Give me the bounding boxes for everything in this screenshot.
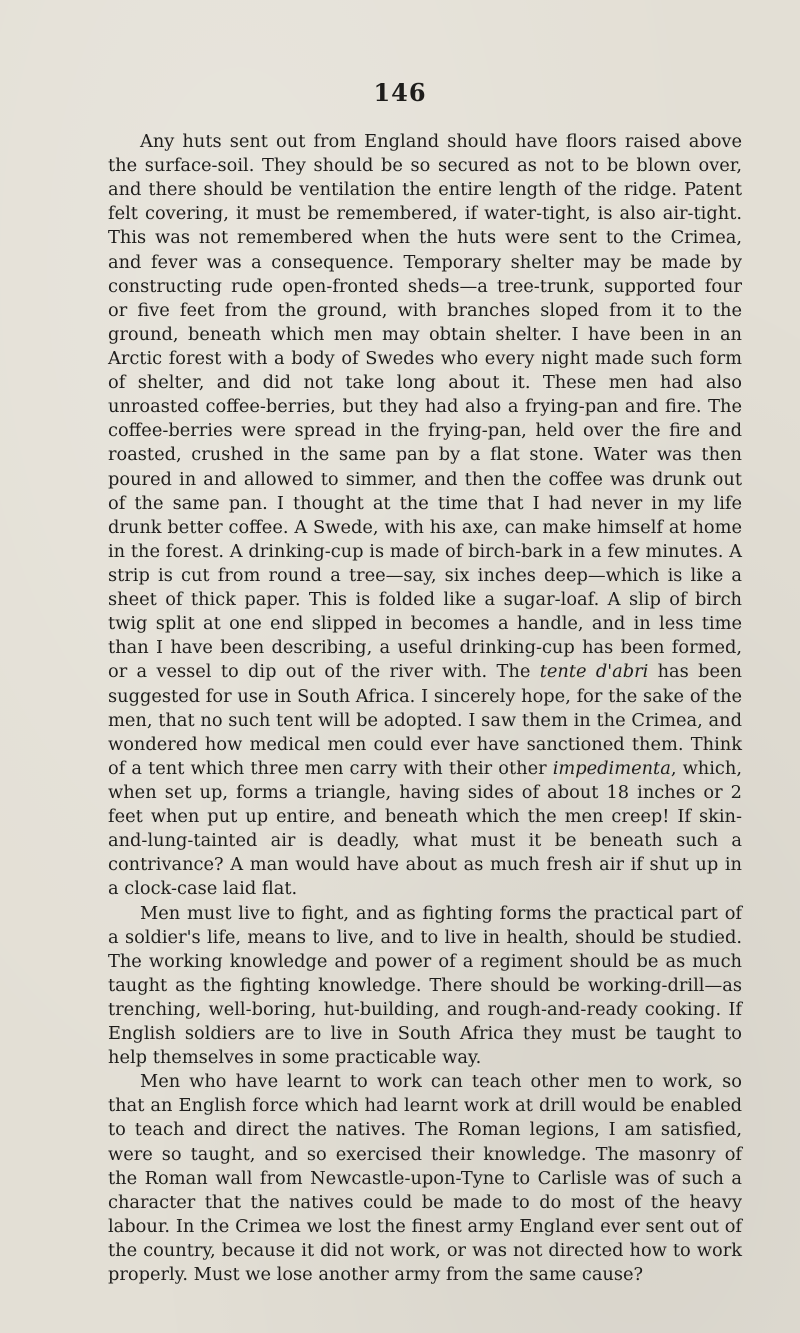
italic-term: tente d'abri xyxy=(539,661,649,683)
paragraph-men-must-live: Men must live to fight, and as fighting forms the practical part of a soldier's life, means to live, and to live in health, should be studied. The working knowledge and power of a regiment should be as much taught as the fighting knowledge. There should be working-drill—as trenching, well-boring, hut-building, and rough-and-ready cooking. If English soldiers are to live in South Africa they must be taught to help themselves in some practicable way. xyxy=(108,902,742,1069)
paragraph-huts-and-shelter: Any huts sent out from England should have floors raised above the surface-soil. They should be so secured as not to be blown over, and there should be ventilation the entire length of the ridge. Patent felt covering, it must be remembered, if water-tight, is also air-tight. This was not remembered when the huts were sent to the Crimea, and fever was a consequence. Temporary shelter may be made by constructing rude open-fronted sheds—a tree-trunk, supported four or five feet from the ground, with branches sloped from it to the ground, beneath which men may obtain shelter. I have been in an Arctic forest with a body of Swedes who every night made such form of shelter, and did not take long about it. These men had also unroasted coffee-berries, but they had also a frying-pan and fire. The coffee-berries were spread in the frying-pan, held over the fire and roasted, crushed in the same pan by a flat stone. Water was then poured in and allowed to simmer, and then the coffee was drunk out of the same pan. I thought at the time that I had never in my life drunk better coffee. A Swede, with his axe, can make himself at home in the forest. A drinking-cup is made of birch-bark in a few minutes. A strip is cut from round a tree—say, six inches deep—which is like a sheet of thick paper. This is folded like a sugar-loaf. A slip of birch twig split at one end slipped in becomes a handle, and in less time than I have been describing, a useful drinking-cup has been formed, or a vessel to dip out of the river with. The tente d'abri has been suggested for use in South Africa. I sincerely hope, for the sake of the men, that no such tent will be adopted. I saw them in the Crimea, and wondered how medical men could ever have sanctioned them. Think of a tent which three men carry with their other impedimenta, which, when set up, forms a triangle, having sides of about 18 inches or 2 feet when put up entire, and beneath which the men creep! If skin-and-lung-tainted air is deadly, what must it be beneath such a contrivance? A man would have about as much fresh air if shut up in a clock-case laid flat. xyxy=(108,131,742,900)
paragraph-teach-other-men: Men who have learnt to work can teach other men to work, so that an English force which had learnt work at drill would be enabled to teach and direct the natives. The Roman legions, I am satisfied, were so taught, and so exercised their knowledge. The masonry of the Roman wall from Newcastle-upon-Tyne to Carlisle was of such a character that the natives could be made to do most of the heavy labour. In the Crimea we lost the finest army England ever sent out of the country, because it did not work, or was not directed how to work properly. Must we lose another army from the same cause? xyxy=(108,1071,742,1286)
body-text xyxy=(108,130,742,1287)
page-number: 146 xyxy=(373,78,427,107)
italic-term: impedimenta xyxy=(552,757,671,779)
